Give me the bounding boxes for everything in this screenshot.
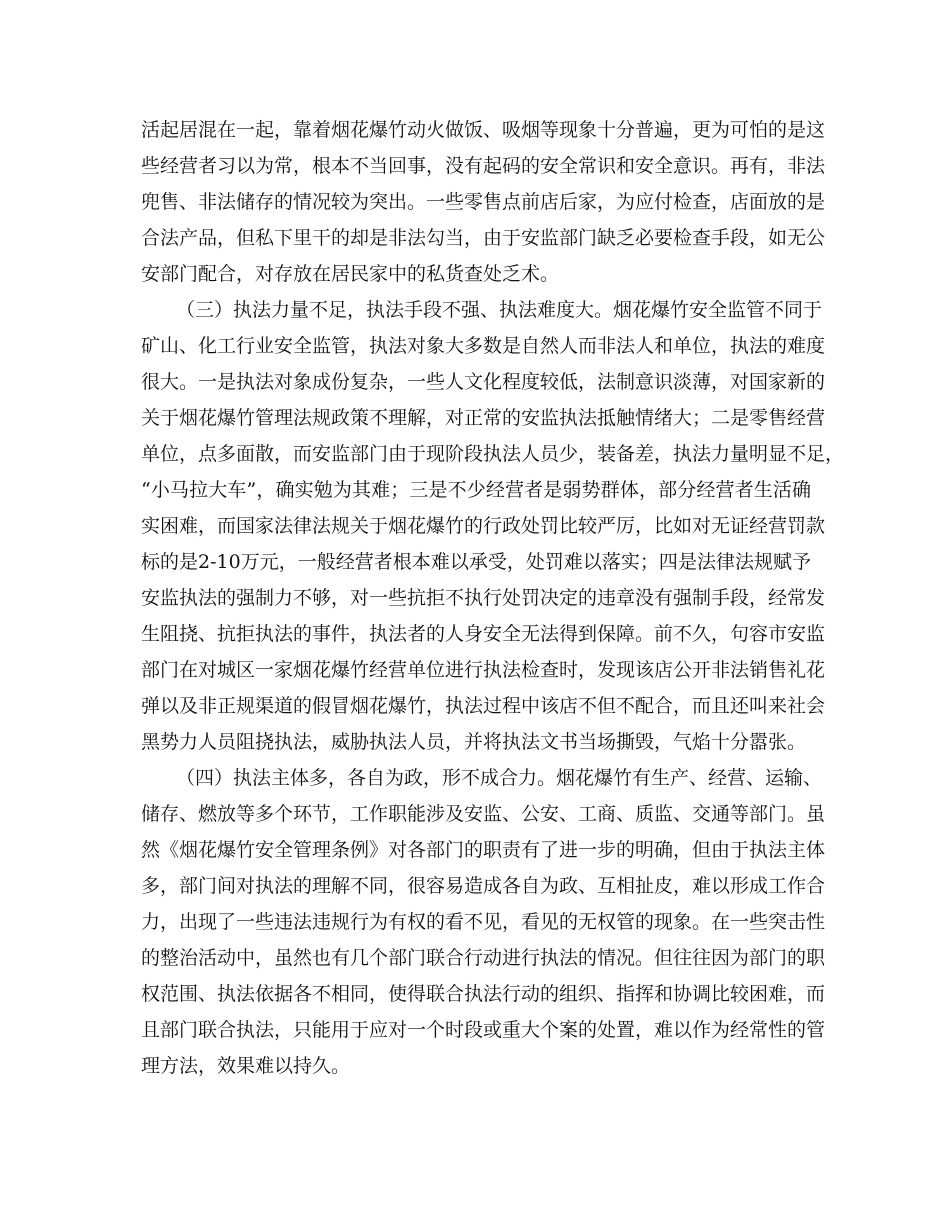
text-line: 安监执法的强制力不够，对一些抗拒不执行处罚决定的违章没有强制手段，经常发 [141, 587, 826, 609]
text-line: 部门在对城区一家烟花爆竹经营单位进行执法检查时，发现该店公开非法销售礼花 [141, 659, 826, 681]
text-line: 单位，点多面散，而安监部门由于现阶段执法人员少，装备差，执法力量明显不足， [141, 443, 845, 465]
text-line: 储存、燃放等多个环节，工作职能涉及安监、公安、工商、质监、交通等部门。虽 [141, 803, 826, 825]
paragraph-heading-line: （三）执法力量不足，执法手段不强、执法难度大。烟花爆竹安全监管不同于 [176, 299, 823, 321]
text-line: 很大。一是执法对象成份复杂，一些人文化程度较低，法制意识淡薄，对国家新的 [141, 371, 826, 393]
text-line: 权范围、执法依据各不相同，使得联合执法行动的组织、指挥和协调比较困难，而 [141, 983, 826, 1005]
text-line: 安部门配合，对存放在居民家中的私货查处乏术。 [141, 263, 560, 285]
text-line: 的整治活动中，虽然也有几个部门联合行动进行执法的情况。但往往因为部门的职 [141, 947, 826, 969]
text-line: 力，出现了一些违法违规行为有权的看不见，看见的无权管的现象。在一些突击性 [141, 911, 826, 933]
text-line: 标的是2-10万元，一般经营者根本难以承受，处罚难以落实；四是法律法规赋予 [141, 551, 811, 573]
text-line: 实困难，而国家法律法规关于烟花爆竹的行政处罚比较严厉，比如对无证经营罚款 [141, 515, 826, 537]
paragraph-heading-line: （四）执法主体多，各自为政，形不成合力。烟花爆竹有生产、经营、运输、 [176, 767, 823, 789]
text-line: “小马拉大车”，确实勉为其难；三是不少经营者是弱势群体，部分经营者生活确 [141, 479, 811, 501]
text-line: 活起居混在一起，靠着烟花爆竹动火做饭、吸烟等现象十分普遍，更为可怕的是这 [141, 119, 826, 141]
text-line: 兜售、非法储存的情况较为突出。一些零售点前店后家，为应付检查，店面放的是 [141, 191, 826, 213]
text-line: 些经营者习以为常，根本不当回事，没有起码的安全常识和安全意识。再有，非法 [141, 155, 826, 177]
text-line: 黑势力人员阻挠执法，威胁执法人员，并将执法文书当场撕毁，气焰十分嚣张。 [141, 731, 807, 753]
text-line: 弹以及非正规渠道的假冒烟花爆竹，执法过程中该店不但不配合，而且还叫来社会 [141, 695, 826, 717]
text-line: 理方法，效果难以持久。 [141, 1055, 351, 1077]
text-line: 且部门联合执法，只能用于应对一个时段或重大个案的处置，难以作为经常性的管 [141, 1019, 826, 1041]
text-line: 然《烟花爆竹安全管理条例》对各部门的职责有了进一步的明确，但由于执法主体 [141, 839, 826, 861]
text-line: 生阻挠、抗拒执法的事件，执法者的人身安全无法得到保障。前不久，句容市安监 [141, 623, 826, 645]
text-line: 矿山、化工行业安全监管，执法对象大多数是自然人而非法人和单位，执法的难度 [141, 335, 826, 357]
text-line: 关于烟花爆竹管理法规政策不理解，对正常的安监执法抵触情绪大；二是零售经营 [141, 407, 826, 429]
text-line: 多，部门间对执法的理解不同，很容易造成各自为政、互相扯皮，难以形成工作合 [141, 875, 826, 897]
text-line: 合法产品，但私下里干的却是非法勾当，由于安监部门缺乏必要检查手段，如无公 [141, 227, 826, 249]
